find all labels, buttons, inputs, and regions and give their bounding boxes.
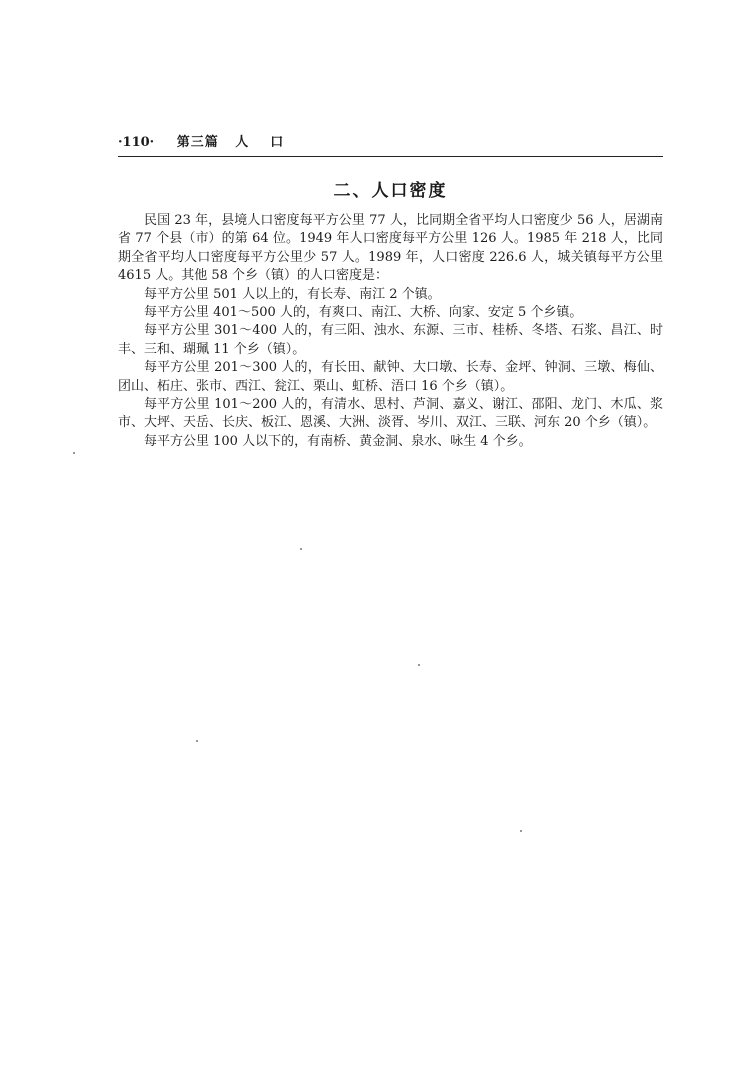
intro-paragraph: 民国 23 年，县境人口密度每平方公里 77 人，比同期全省平均人口密度少 56 人，居湖南省 77 个县（市）的第 64 位。1949 年人口密度每平方公里 126 人。1985 年 218 人，比同期全省平均人口密度每平方公里少 57 人。1989 年，人口密度 226.6 人，城关镇每平方公里 4615 人。其他 58 个乡（镇）的人口密度是： xyxy=(118,213,663,284)
scan-speck xyxy=(300,548,302,550)
density-301-400-paragraph: 每平方公里 301～400 人的，有三阳、浊水、东源、三市、桂桥、冬塔、石浆、昌江、时丰、三和、瑚珮 11 个乡（镇）。 xyxy=(118,323,663,357)
density-401-500-paragraph: 每平方公里 401～500 人的，有爽口、南江、大桥、向家、安定 5 个乡镇。 xyxy=(144,305,583,321)
part-title: 人口 xyxy=(235,135,306,150)
header-rule xyxy=(118,156,663,157)
part-label: 第三篇 xyxy=(176,135,219,150)
section-title: 二、人口密度 xyxy=(333,181,448,201)
scan-speck xyxy=(73,452,75,454)
density-over-501-paragraph: 每平方公里 501 人以上的，有长寿、南江 2 个镇。 xyxy=(144,286,441,302)
running-header xyxy=(118,134,663,156)
page-number: ·110· xyxy=(118,135,155,150)
density-201-300-paragraph: 每平方公里 201～300 人的，有长田、献钟、大口墩、长寿、金坪、钟洞、三墩、梅仙、团山、柘庄、张市、西江、瓮江、栗山、虹桥、浯口 16 个乡（镇）。 xyxy=(118,360,663,394)
density-101-200-paragraph: 每平方公里 101～200 人的，有清水、思村、芦洞、嘉义、谢江、邵阳、龙门、木瓜、浆市、大坪、天岳、长庆、板江、恩溪、大洲、淡胥、岑川、双江、三联、河东 20 个乡（镇）。 xyxy=(118,397,663,431)
density-under-100-paragraph: 每平方公里 100 人以下的，有南桥、黄金洞、泉水、咏生 4 个乡。 xyxy=(144,433,532,449)
scan-speck xyxy=(520,830,522,832)
body-text xyxy=(118,212,663,451)
scan-speck xyxy=(418,664,420,666)
scan-speck xyxy=(196,740,198,742)
